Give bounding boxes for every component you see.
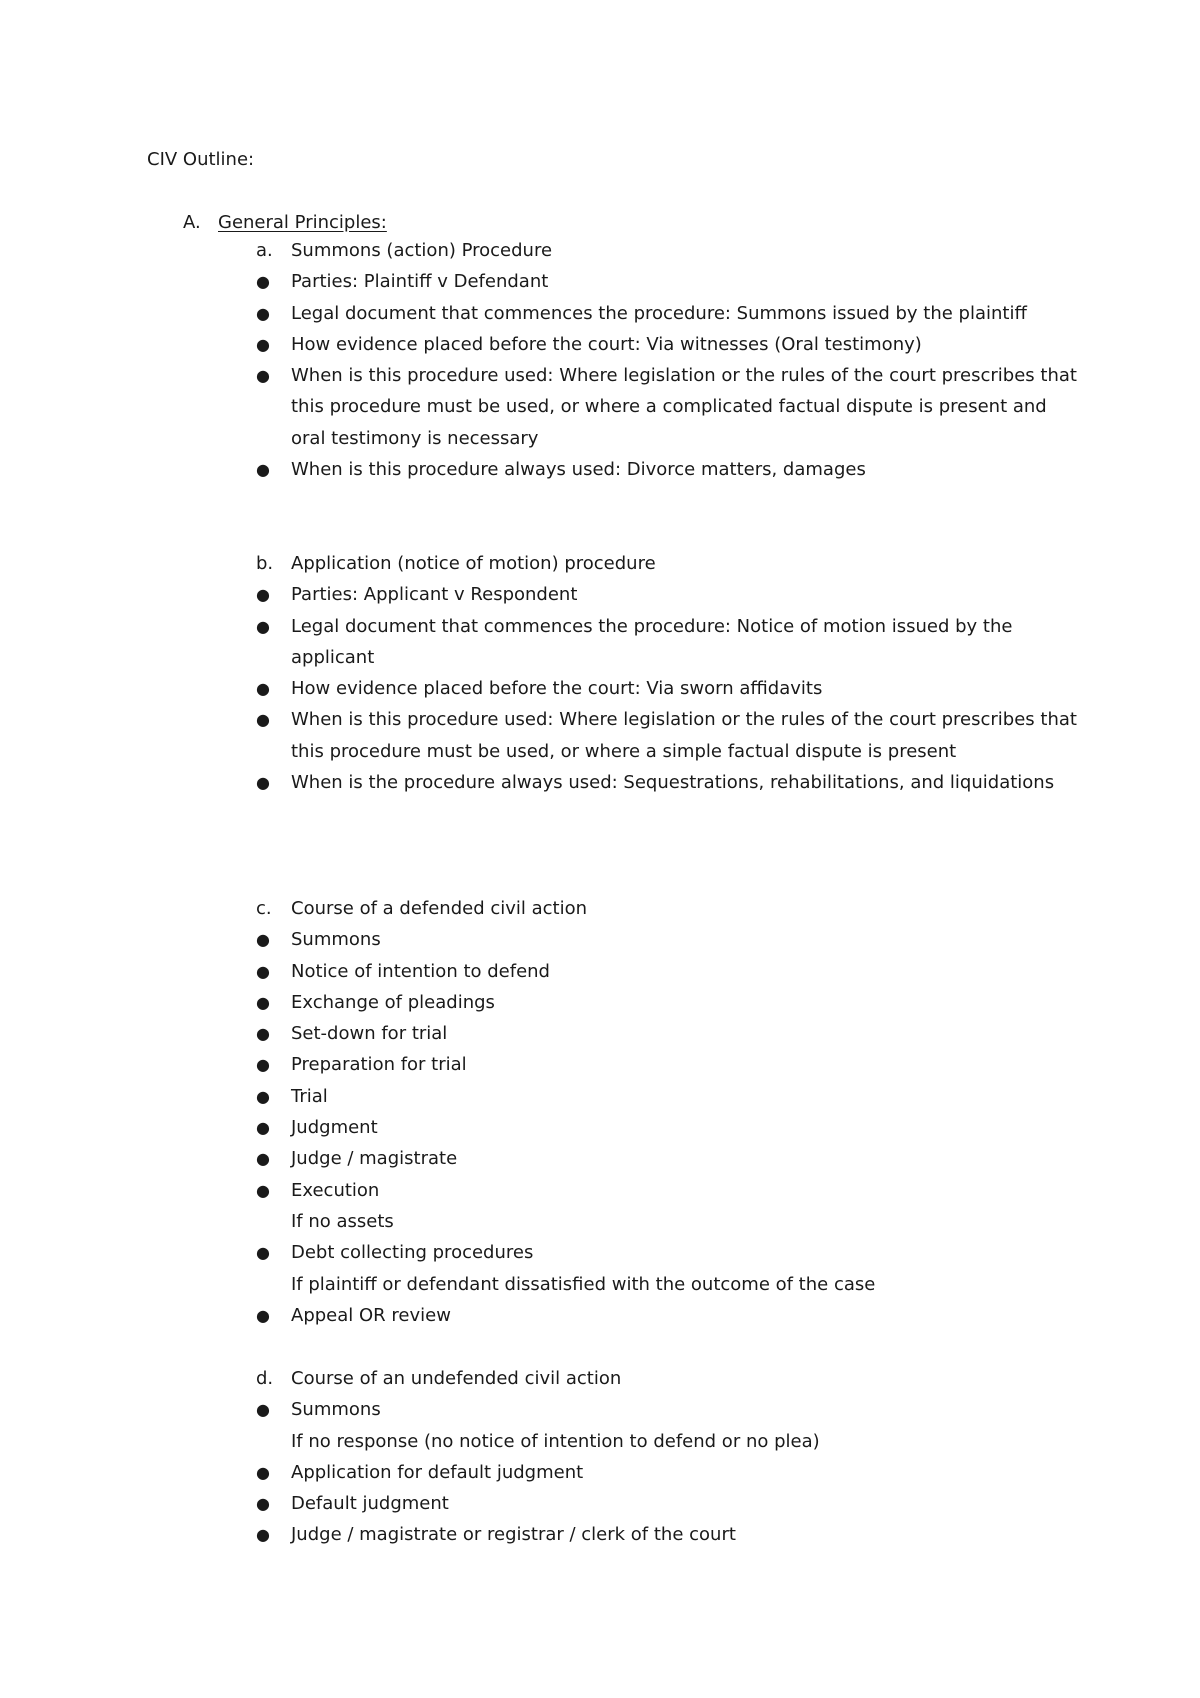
list-item-text: Set-down for trial: [291, 1023, 448, 1045]
list-item-text: Debt collecting procedures: [291, 1242, 534, 1264]
list-item-text: Summons: [291, 929, 381, 951]
subsection-heading: [256, 1363, 1086, 1394]
bullet-icon: ●: [256, 1024, 270, 1044]
list-item-text: Preparation for trial: [291, 1054, 467, 1076]
list-item: [256, 1300, 1086, 1331]
bullet-icon: ●: [256, 1525, 270, 1545]
list-item: [256, 1081, 1086, 1112]
bullet-icon: ●: [256, 679, 270, 699]
section-marker: A.: [183, 212, 201, 233]
list-item: [256, 579, 1086, 610]
list-item: [256, 704, 1086, 767]
list-item-text: How evidence placed before the court: Via sworn affidavits: [291, 678, 823, 700]
list-item: [256, 1488, 1086, 1519]
bullet-icon: ●: [256, 1055, 270, 1075]
subsection-marker: c.: [256, 898, 272, 919]
bullet-icon: ●: [256, 1462, 270, 1482]
list-item: [256, 1519, 1086, 1550]
bullet-icon: ●: [256, 1243, 270, 1263]
bullet-icon: ●: [256, 710, 270, 730]
bullet-icon: ●: [256, 1400, 270, 1420]
bullet-icon: ●: [256, 366, 270, 386]
section-heading-text: General Principles:: [218, 212, 387, 233]
subsection-marker: d.: [256, 1368, 274, 1389]
bullet-icon: ●: [256, 1086, 270, 1106]
list-item-text: Summons: [291, 1399, 381, 1421]
subsection-c: [256, 893, 1086, 1331]
list-item-note: If no response (no notice of intention to defend or no plea): [291, 1430, 820, 1452]
subsection-heading: [256, 235, 1086, 266]
subsection-marker: b.: [256, 553, 274, 574]
list-item-text: Legal document that commences the procedure: Summons issued by the plaintiff: [291, 302, 1027, 324]
list-item-text: Judge / magistrate: [291, 1148, 458, 1170]
list-item-text: Legal document that commences the procedure: Notice of motion issued by the applicant: [291, 615, 1013, 668]
list-item-note: If no assets: [291, 1210, 394, 1232]
list-item: [256, 266, 1086, 297]
bullet-list: [256, 579, 1086, 798]
bullet-icon: ●: [256, 616, 270, 636]
list-item: [256, 1018, 1086, 1049]
list-item: [256, 1049, 1086, 1080]
list-item-text: When is this procedure used: Where legislation or the rules of the court prescribes that this procedure must be used, or where a complicated factual dispute is present and oral testimony is necessary: [291, 365, 1077, 449]
bullet-icon: ●: [256, 773, 270, 793]
bullet-list: [256, 266, 1086, 485]
list-item-text: Notice of intention to defend: [291, 960, 550, 982]
list-item: [256, 454, 1086, 485]
list-item: [256, 1175, 1086, 1238]
bullet-icon: ●: [256, 930, 270, 950]
bullet-icon: ●: [256, 1180, 270, 1200]
list-item: [256, 987, 1086, 1018]
bullet-icon: ●: [256, 992, 270, 1012]
list-item: [256, 767, 1086, 798]
bullet-icon: ●: [256, 272, 270, 292]
bullet-list: [256, 1394, 1086, 1550]
list-item-text: When is this procedure used: Where legislation or the rules of the court prescribes that this procedure must be used, or where a simple factual dispute is present: [291, 709, 1077, 762]
list-item-text: When is this procedure always used: Divorce matters, damages: [291, 459, 866, 481]
list-item-text: How evidence placed before the court: Via witnesses (Oral testimony): [291, 333, 922, 355]
bullet-icon: ●: [256, 961, 270, 981]
list-item: [256, 360, 1086, 454]
list-item: [256, 1237, 1086, 1300]
subsection-d: [256, 1363, 1086, 1551]
bullet-list: [256, 924, 1086, 1331]
list-item-text: Trial: [291, 1085, 328, 1107]
list-item: [256, 1112, 1086, 1143]
bullet-icon: ●: [256, 303, 270, 323]
list-item-text: Execution: [291, 1179, 380, 1201]
subsection-heading: [256, 548, 1086, 579]
subsection-heading-text: Course of an undefended civil action: [291, 1368, 622, 1389]
list-item: [256, 329, 1086, 360]
list-item-text: Application for default judgment: [291, 1461, 584, 1483]
bullet-icon: ●: [256, 1494, 270, 1514]
list-item: [256, 1394, 1086, 1457]
bullet-icon: ●: [256, 460, 270, 480]
document-title: CIV Outline:: [147, 149, 255, 170]
list-item-text: Parties: Plaintiff v Defendant: [291, 271, 549, 293]
subsection-heading-text: Summons (action) Procedure: [291, 240, 553, 261]
list-item: [256, 1143, 1086, 1174]
subsection-a: [256, 235, 1086, 485]
bullet-icon: ●: [256, 1118, 270, 1138]
list-item-text: Parties: Applicant v Respondent: [291, 584, 578, 606]
subsection-heading-text: Course of a defended civil action: [291, 898, 588, 919]
list-item-text: Judgment: [291, 1117, 378, 1139]
list-item-text: When is the procedure always used: Sequestrations, rehabilitations, and liquidations: [291, 772, 1055, 794]
list-item-text: Judge / magistrate or registrar / clerk of the court: [291, 1524, 736, 1546]
section-heading-a: [183, 211, 387, 235]
subsection-heading: [256, 893, 1086, 924]
list-item-text: Appeal OR review: [291, 1304, 451, 1326]
bullet-icon: ●: [256, 1149, 270, 1169]
bullet-icon: ●: [256, 585, 270, 605]
list-item-text: Default judgment: [291, 1493, 449, 1515]
list-item: [256, 611, 1086, 674]
list-item-note: If plaintiff or defendant dissatisfied with the outcome of the case: [291, 1273, 876, 1295]
list-item: [256, 924, 1086, 955]
list-item: [256, 298, 1086, 329]
list-item-text: Exchange of pleadings: [291, 991, 495, 1013]
list-item: [256, 1457, 1086, 1488]
bullet-icon: ●: [256, 1305, 270, 1325]
list-item: [256, 956, 1086, 987]
subsection-marker: a.: [256, 240, 273, 261]
bullet-icon: ●: [256, 334, 270, 354]
subsection-b: [256, 548, 1086, 798]
subsection-heading-text: Application (notice of motion) procedure: [291, 553, 656, 574]
list-item: [256, 673, 1086, 704]
